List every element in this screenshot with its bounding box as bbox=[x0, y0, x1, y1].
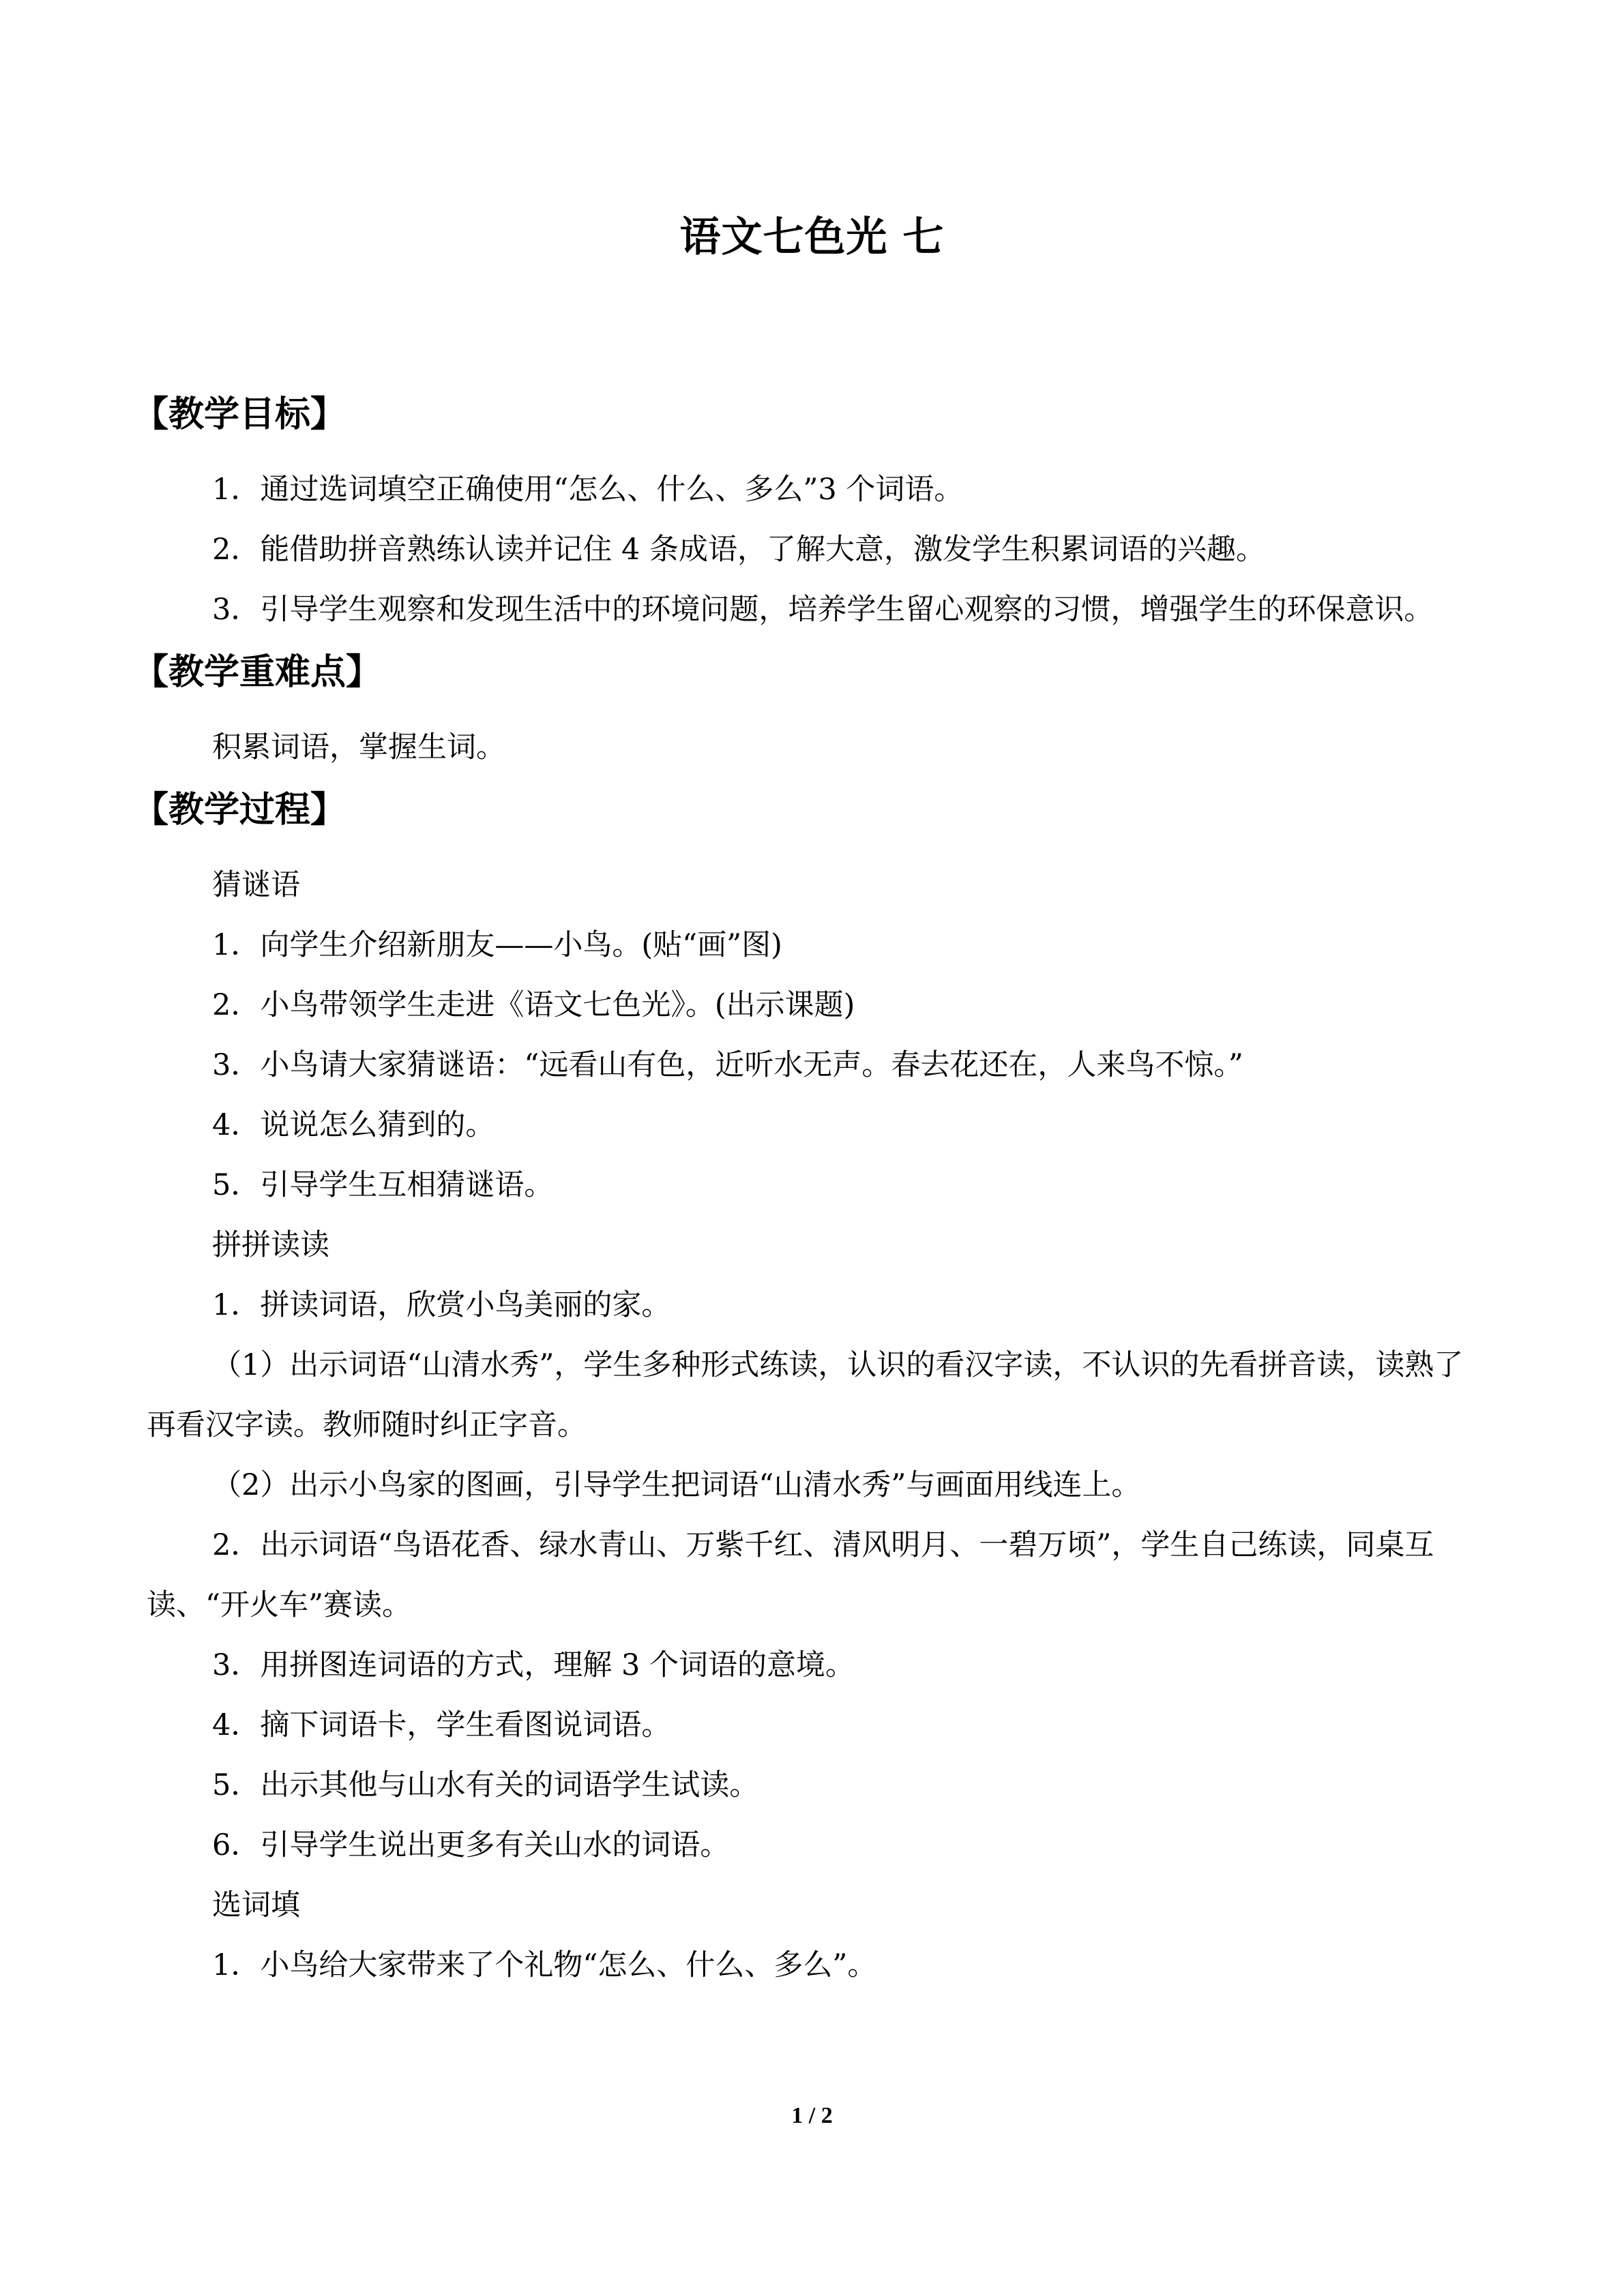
page-title: 语文七色光 七 bbox=[679, 213, 945, 261]
document-body bbox=[133, 382, 1480, 1995]
goal-item: 3．引导学生观察和发现生活中的环境问题，培养学生留心观察的习惯，增强学生的环保意识。 bbox=[212, 593, 1434, 627]
page-number: 1 / 2 bbox=[791, 2103, 833, 2128]
process-item: 3．用拼图连词语的方式，理解 3 个词语的意境。 bbox=[212, 1648, 855, 1682]
process-item: 4．说说怎么猜到的。 bbox=[212, 1108, 495, 1142]
process-item: 1．小鸟给大家带来了个礼物“怎么、什么、多么”。 bbox=[212, 1948, 877, 1982]
process-subheading: 猜谜语 bbox=[212, 868, 300, 902]
section-heading-key-points: 【教学重难点】 bbox=[133, 652, 382, 693]
process-item: 2．小鸟带领学生走进《语文七色光》。(出示课题) bbox=[212, 988, 855, 1022]
section-heading-process: 【教学过程】 bbox=[133, 790, 346, 831]
process-item: 3．小鸟请大家猜谜语：“远看山有色，近听水无声。春去花还在，人来鸟不惊。” bbox=[212, 1048, 1243, 1082]
process-subheading: 拼拼读读 bbox=[212, 1228, 329, 1262]
process-item: 6．引导学生说出更多有关山水的词语。 bbox=[212, 1828, 730, 1862]
section-heading-goals: 【教学目标】 bbox=[133, 394, 346, 435]
process-item: 5．引导学生互相猜谜语。 bbox=[212, 1168, 554, 1202]
process-item: 5．出示其他与山水有关的词语学生试读。 bbox=[212, 1768, 759, 1802]
goal-item: 2．能借助拼音熟练认读并记住 4 条成语，了解大意，激发学生积累词语的兴趣。 bbox=[212, 533, 1266, 567]
process-subheading: 选词填 bbox=[212, 1888, 300, 1922]
process-item: 4．摘下词语卡，学生看图说词语。 bbox=[212, 1708, 671, 1742]
process-item: 2．出示词语“鸟语花香、绿水青山、万紫千红、清风明月、一碧万顷”，学生自己练读，同桌互读、“开火车”赛读。 bbox=[147, 1528, 1434, 1622]
process-item: 1．拼读词语，欣赏小鸟美丽的家。 bbox=[212, 1288, 671, 1322]
process-item: 1．向学生介绍新朋友——小鸟。(贴“画”图) bbox=[212, 928, 782, 962]
goal-item: 1．通过选词填空正确使用“怎么、什么、多么”3 个词语。 bbox=[212, 473, 964, 507]
process-subitem: （1）出示词语“山清水秀”，学生多种形式练读，认识的看汉字读，不认识的先看拼音读，读熟了再看汉字读。教师随时纠正字音。 bbox=[147, 1348, 1464, 1442]
process-subitem: （2）出示小鸟家的图画，引导学生把词语“山清水秀”与画面用线连上。 bbox=[212, 1468, 1141, 1502]
key-point-item: 积累词语，掌握生词。 bbox=[212, 730, 505, 764]
